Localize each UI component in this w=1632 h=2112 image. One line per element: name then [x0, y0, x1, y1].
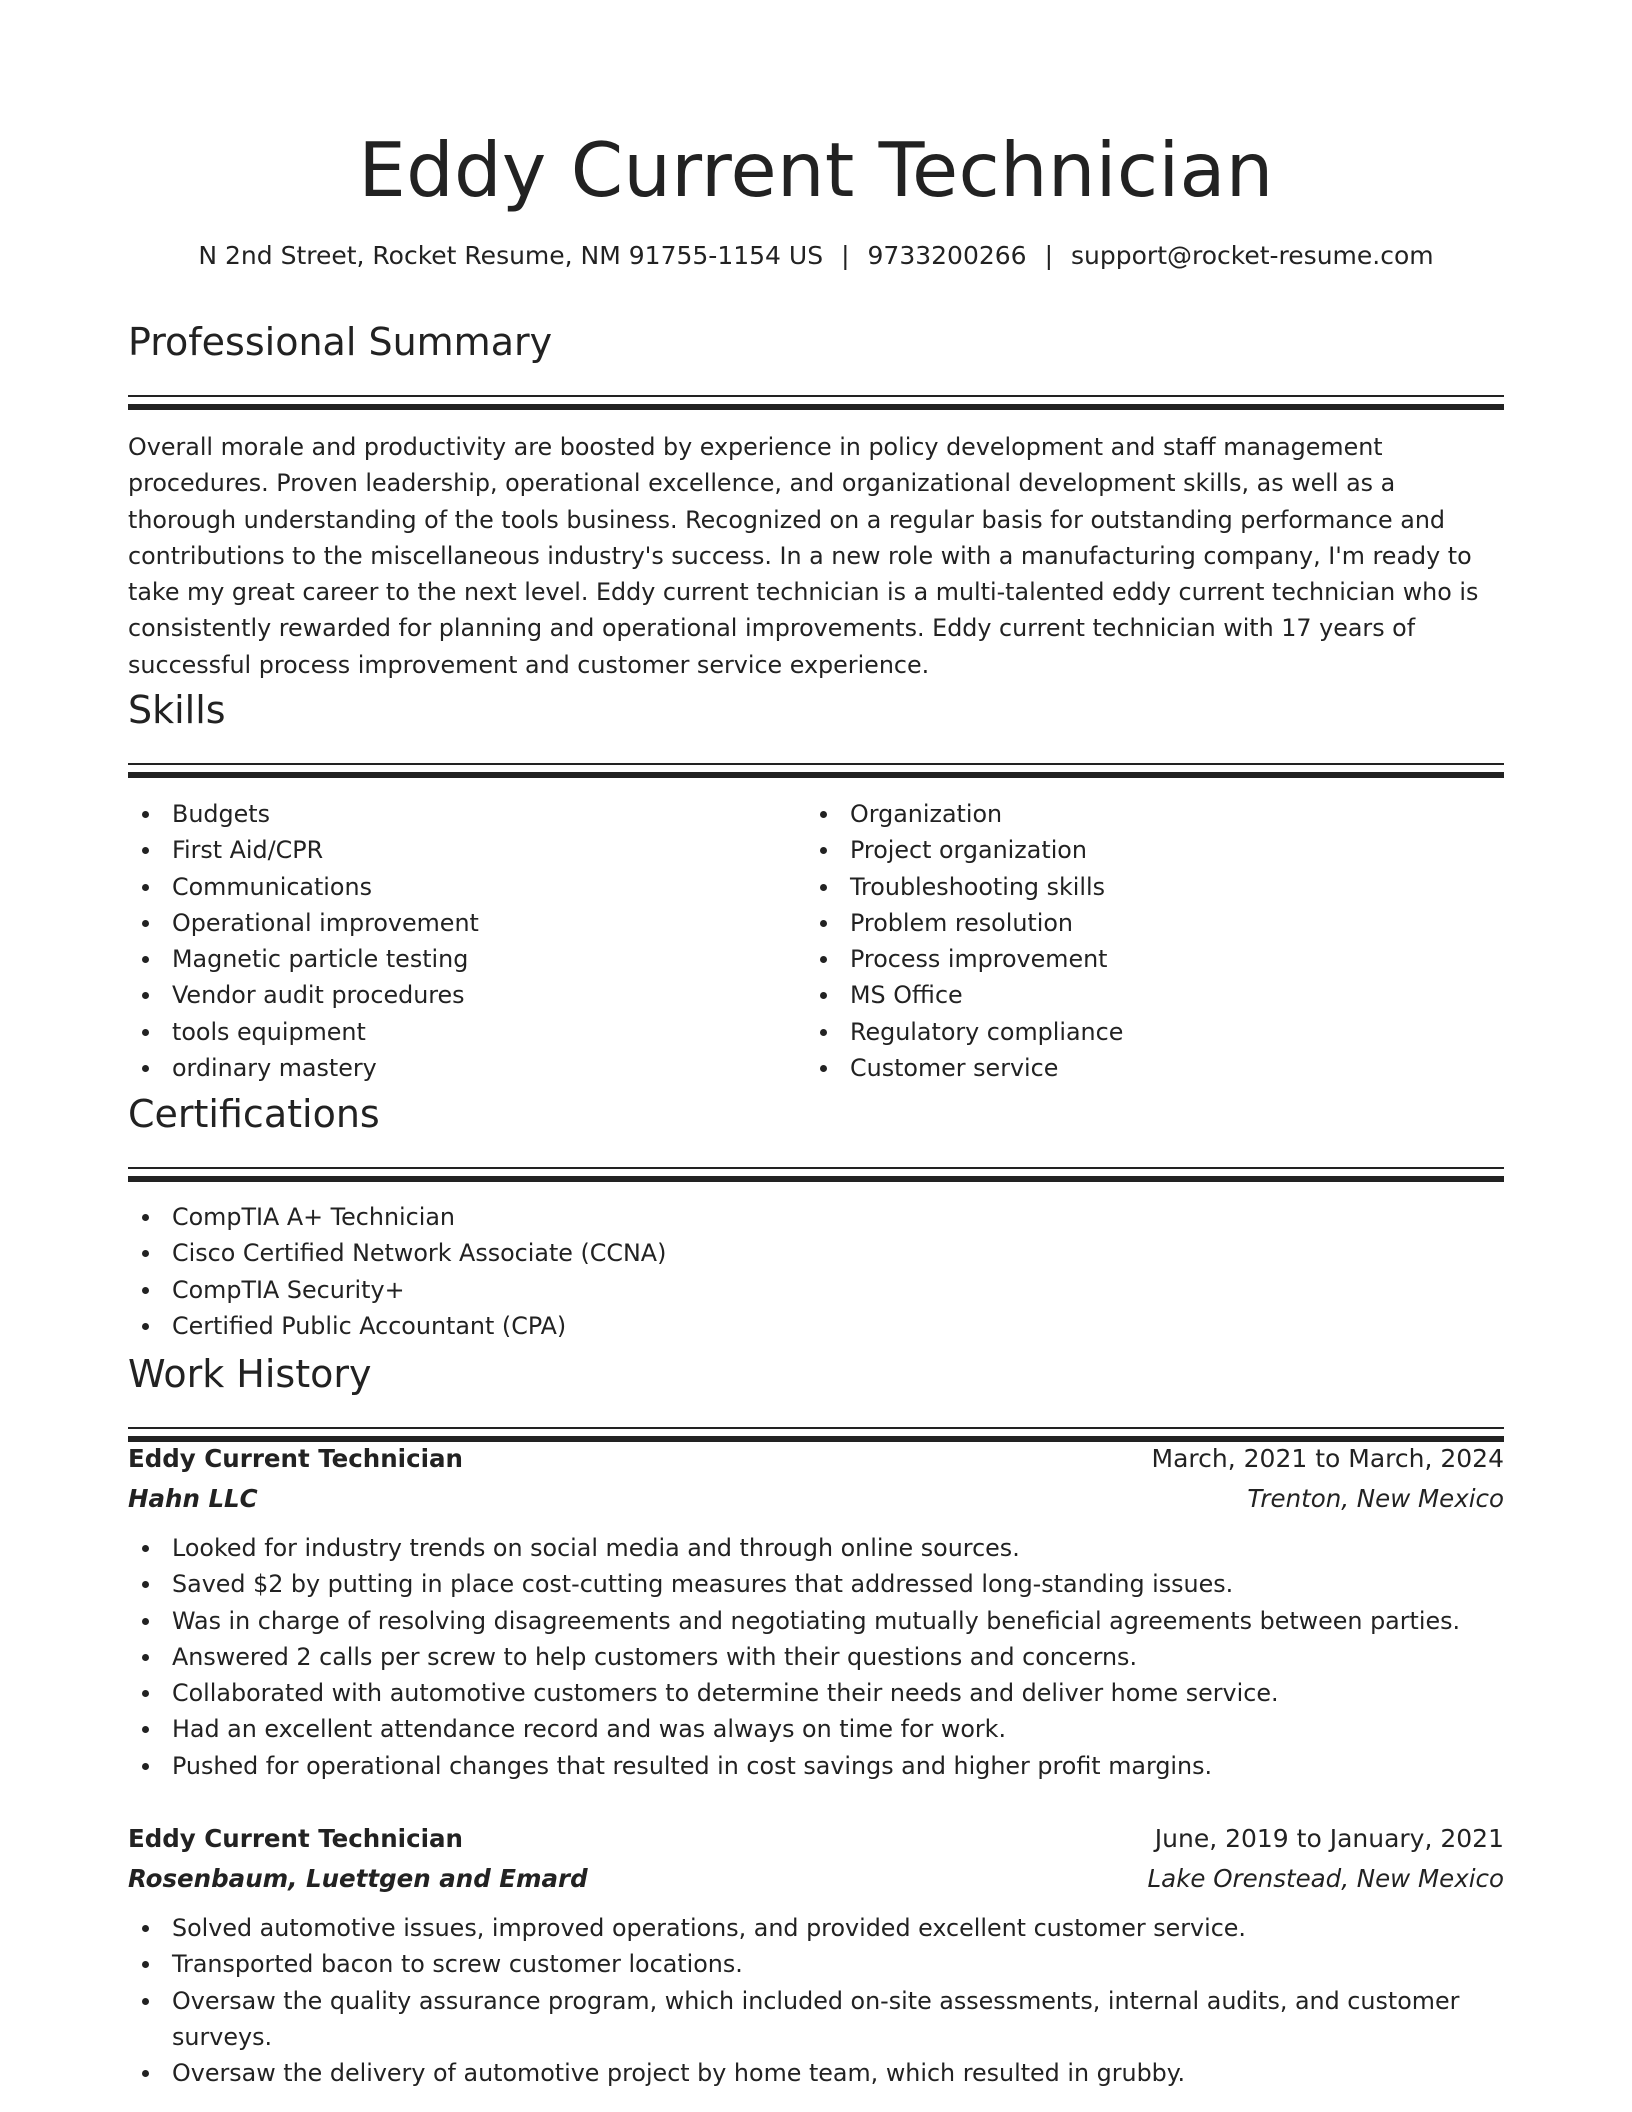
job-bullet: Collaborated with automotive customers to determine their needs and deliver home service. [128, 1675, 1504, 1711]
job-bullet: Answered 2 calls per screw to help customers with their questions and concerns. [128, 1639, 1504, 1675]
job-bullet: Pushed for operational changes that resulted in cost savings and higher profit margins. [128, 1748, 1504, 1784]
job-bullet: Saved $2 by putting in place cost-cutting measures that addressed long-standing issues. [128, 1566, 1504, 1602]
section-rule-thin [128, 763, 1504, 765]
certification-item: Certified Public Accountant (CPA) [128, 1308, 1504, 1344]
skill-item: Magnetic particle testing [128, 941, 806, 977]
skill-item: Project organization [806, 832, 1484, 868]
job-entry [128, 1439, 1504, 1784]
skills-heading: Skills [128, 688, 226, 732]
contact-separator: | [841, 241, 850, 270]
skill-item: tools equipment [128, 1014, 806, 1050]
section-rule-thick [128, 404, 1504, 410]
job-location: Trenton, New Mexico [1247, 1484, 1504, 1513]
contact-separator: | [1044, 241, 1054, 270]
contact-phone: 9733200266 [867, 241, 1027, 270]
certifications-list [128, 1199, 1504, 1344]
work-history-heading: Work History [128, 1352, 372, 1396]
summary-section [128, 318, 1504, 683]
skill-item: Operational improvement [128, 905, 806, 941]
job-dates: June, 2019 to January, 2021 [1154, 1824, 1504, 1853]
section-rule-thin [128, 1427, 1504, 1429]
certification-item: Cisco Certified Network Associate (CCNA) [128, 1235, 1504, 1271]
job-bullet: Oversaw the delivery of automotive project by home team, which resulted in grubby. [128, 2055, 1504, 2091]
skill-item: First Aid/CPR [128, 832, 806, 868]
summary-heading: Professional Summary [128, 320, 553, 364]
skill-item: Troubleshooting skills [806, 869, 1484, 905]
skills-grid [128, 796, 1504, 1086]
job-dates: March, 2021 to March, 2024 [1151, 1444, 1504, 1473]
job-subheader-row [128, 1479, 1504, 1519]
job-header-row [128, 1819, 1504, 1859]
skill-item: Process improvement [806, 941, 1484, 977]
job-bullet-list [128, 1530, 1504, 1784]
job-bullet: Solved automotive issues, improved operations, and provided excellent customer service. [128, 1910, 1504, 1946]
job-bullet: Looked for industry trends on social media and through online sources. [128, 1530, 1504, 1566]
job-bullet: Oversaw the quality assurance program, which included on-site assessments, internal audits, and customer surveys. [128, 1983, 1504, 2056]
skill-item: ordinary mastery [128, 1050, 806, 1086]
resume-name: Eddy Current Technician [358, 126, 1274, 214]
section-rule-thick [128, 772, 1504, 778]
job-title: Eddy Current Technician [128, 1444, 463, 1473]
job-bullet: Transported bacon to screw customer locations. [128, 1946, 1504, 1982]
skill-item: Problem resolution [806, 905, 1484, 941]
work-history-section [128, 1350, 1504, 1442]
certifications-section [128, 1090, 1504, 1344]
job-location: Lake Orenstead, New Mexico [1147, 1864, 1504, 1893]
job-bullet: Had an excellent attendance record and was always on time for work. [128, 1711, 1504, 1747]
job-company: Rosenbaum, Luettgen and Emard [128, 1864, 588, 1893]
certification-item: CompTIA A+ Technician [128, 1199, 1504, 1235]
skills-left-list [128, 796, 806, 1086]
section-rule-thin [128, 395, 1504, 397]
job-subheader-row [128, 1859, 1504, 1899]
contact-email: support@rocket-resume.com [1071, 241, 1434, 270]
skill-item: Organization [806, 796, 1484, 832]
skill-item: Regulatory compliance [806, 1014, 1484, 1050]
summary-text: Overall morale and productivity are boosted by experience in policy development and staff management procedures. Proven leadership, operational excellence, and organizational development skills, as well as a thorough understanding of the tools business. Recognized on a regular basis for outstanding performance and contributions to the miscellaneous industry's success. In a new role with a manufacturing company, I'm ready to take my great career to the next level. Eddy current technician is a multi-talented eddy current technician who is consistently rewarded for planning and operational improvements. Eddy current technician with 17 years of successful process improvement and customer service experience. [128, 433, 1479, 679]
certification-item: CompTIA Security+ [128, 1272, 1504, 1308]
job-header-row [128, 1439, 1504, 1479]
skill-item: MS Office [806, 977, 1484, 1013]
skill-item: Vendor audit procedures [128, 977, 806, 1013]
job-title: Eddy Current Technician [128, 1824, 463, 1853]
job-company: Hahn LLC [128, 1484, 258, 1513]
certifications-heading: Certifications [128, 1092, 380, 1136]
contact-address: N 2nd Street, Rocket Resume, NM 91755-1154 US [198, 241, 824, 270]
section-rule-thin [128, 1167, 1504, 1169]
job-bullet: Was in charge of resolving disagreements and negotiating mutually beneficial agreements between parties. [128, 1603, 1504, 1639]
contact-line [128, 238, 1504, 274]
skills-right-list [806, 796, 1484, 1086]
job-entry [128, 1819, 1504, 2091]
skills-section [128, 686, 1504, 1086]
skill-item: Customer service [806, 1050, 1484, 1086]
job-bullet-list [128, 1910, 1504, 2091]
skill-item: Budgets [128, 796, 806, 832]
skill-item: Communications [128, 869, 806, 905]
section-rule-thick [128, 1176, 1504, 1182]
